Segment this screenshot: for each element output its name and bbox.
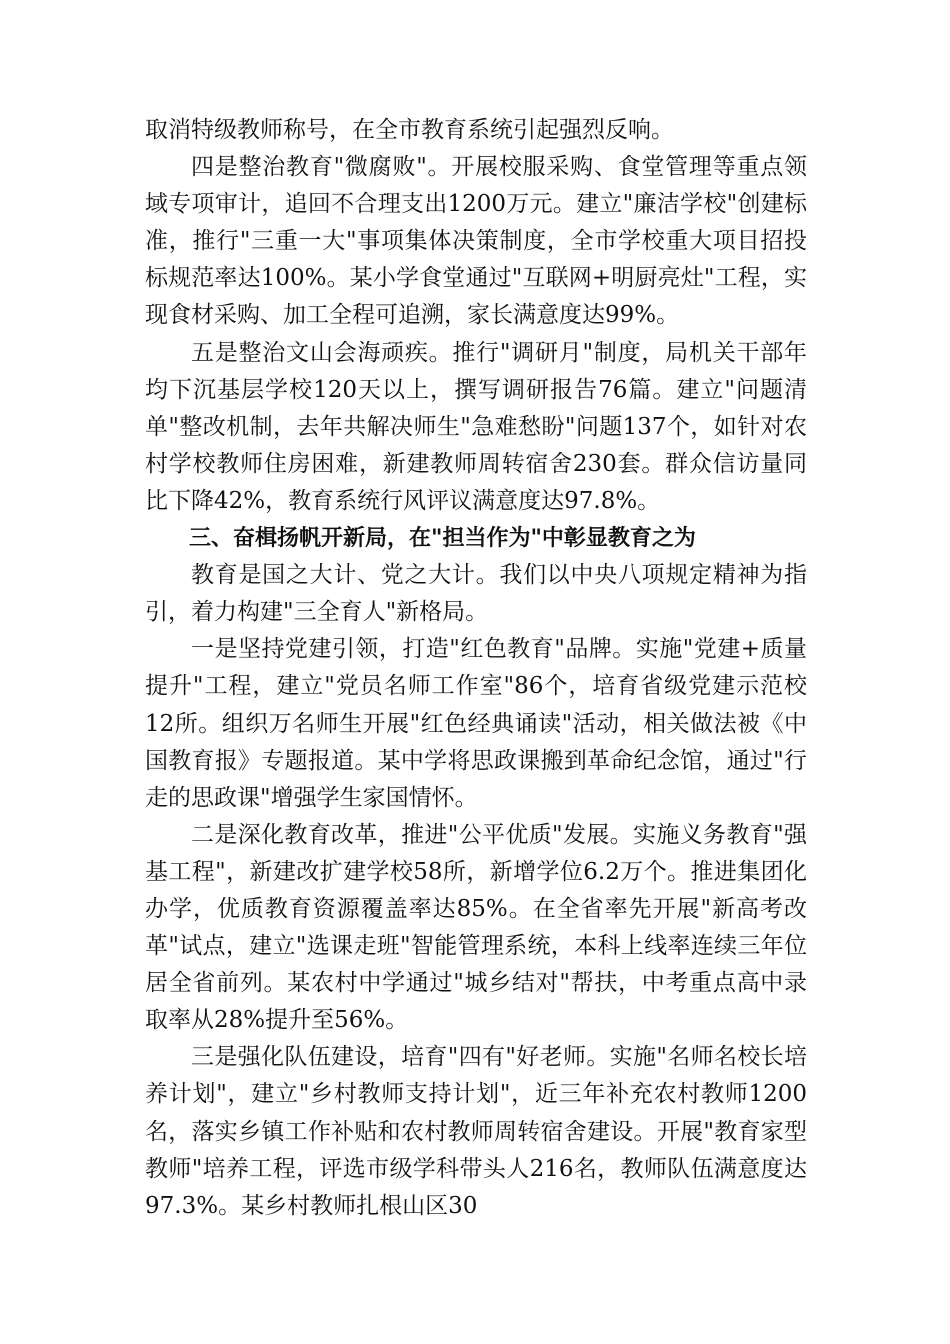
paragraph-micro-corruption: 四是整治教育"微腐败"。开展校服采购、食堂管理等重点领域专项审计，追回不合理支出1200万元。建立"廉洁学校"创建标准，推行"三重一大"事项集体决策制度，全市学校重大项目招投标规范率达100%。某小学食堂通过"互联网+明厨亮灶"工程，实现食材采购、加工全程可追溯，家长满意度达99%。: [145, 154, 807, 329]
paragraph-meetings: 五是整治文山会海顽疾。推行"调研月"制度，局机关干部年均下沉基层学校120天以上，撰写调研报告76篇。建立"问题清单"整改机制，去年共解决师生"急难愁盼"问题137个，如针对农村学校教师住房困难，新建教师周转宿舍230套。群众信访量同比下降42%，教育系统行风评议满意度达97.8%。: [145, 339, 807, 514]
paragraph-continuation: 取消特级教师称号，在全市教育系统引起强烈反响。: [145, 117, 674, 143]
document-page: [145, 112, 807, 1225]
paragraph-intro: 教育是国之大计、党之大计。我们以中央八项规定精神为指引，着力构建"三全育人"新格局。: [145, 562, 807, 626]
section-heading: 三、奋楫扬帆开新局，在"担当作为"中彰显教育之为: [189, 526, 696, 552]
paragraph-teacher-team: 三是强化队伍建设，培育"四有"好老师。实施"名师名校长培养计划"，建立"乡村教师支持计划"，近三年补充农村教师1200名，落实乡镇工作补贴和农村教师周转宿舍建设。开展"教育家型教师"培养工程，评选市级学科带头人216名，教师队伍满意度达97.3%。某乡村教师扎根山区30: [145, 1044, 807, 1219]
paragraph-party-building: 一是坚持党建引领，打造"红色教育"品牌。实施"党建+质量提升"工程，建立"党员名师工作室"86个，培育省级党建示范校12所。组织万名师生开展"红色经典诵读"活动，相关做法被《中国教育报》专题报道。某中学将思政课搬到革命纪念馆，通过"行走的思政课"增强学生家国情怀。: [145, 636, 807, 811]
paragraph-education-reform: 二是深化教育改革，推进"公平优质"发展。实施义务教育"强基工程"，新建改扩建学校58所，新增学位6.2万个。推进集团化办学，优质教育资源覆盖率达85%。在全省率先开展"新高考改革"试点，建立"选课走班"智能管理系统，本科上线率连续三年位居全省前列。某农村中学通过"城乡结对"帮扶，中考重点高中录取率从28%提升至56%。: [145, 821, 807, 1034]
